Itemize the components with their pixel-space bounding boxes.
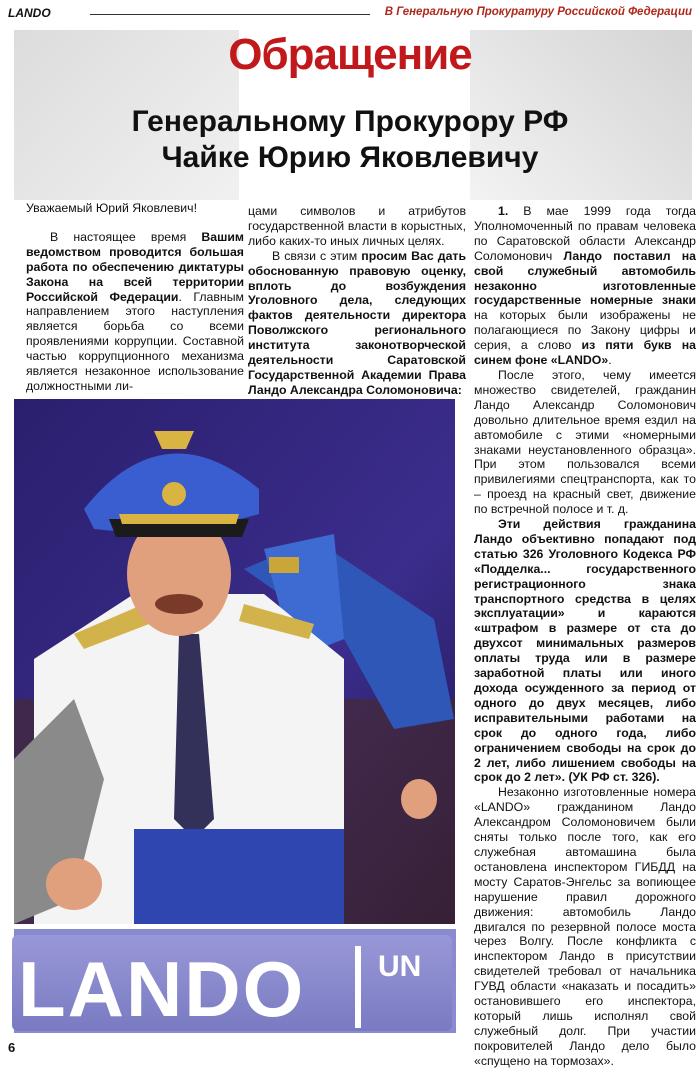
bold-text-run: 1. [498, 204, 509, 218]
logo-divider [355, 946, 361, 1028]
text-run: После этого, чему имеется множество свидетелей, гражданин Ландо Александр Соломонович довольно длительное время ездил на автомобиле с этими «номерными знаками неустановленного образца». При этом пользовался всеми привилегиями спецтранспорта, как то – проезд на красный свет, движение по встречной полосе и т. д. [474, 367, 696, 517]
bold-text-run: просим Вас дать обоснованную правовую оценку, вплоть до возбуждения Уголовного дела, следующих фактов деятельности директора Поволжского регионального института законотворческой деятельности Саратовской Государственной Академии Права Ландо Александра Соломоновича: [248, 248, 466, 397]
page-number: 6 [8, 1040, 16, 1055]
page-header [8, 6, 692, 22]
text-run: В связи с этим [272, 248, 362, 263]
text-run: Незаконно изготовленные номера «LANDO» гражданином Ландо Александром Соломоновичем были сняты только после того, как его служебная автомашина была остановлена инспектором ГИБДД на мосту Саратов-Энгельс за вопиющее нарушение правил дорожного движения: автомобиль Ландо двигался по резервной полосе моста через Волгу. После конфликта с инспектором Ландо в присутствии свидетелей требовал от начальника ГУВД области «наказать и посадить» остановившего его инспектора, который лишь исполнял свой служебный долг. При участии покровителей Ландо дело было «спущено на тормозах». [474, 785, 696, 1068]
paragraph [26, 230, 244, 394]
text-column-2 [248, 204, 466, 398]
bold-text-run: Эти действия гражданина Ландо объективно попадают под статью 326 Уголовного Кодекса РФ «Подделка... государственного регистрационного знака транспортного средства в целях эксплуатации» и караются «штрафом в размере от ста до двухсот минимальных размеров оплаты труда или в размере заработной платы или иного дохода осужденного за период от одного до двух месяцев, либо исправительными работами на срок до одного года, либо ограничением свободы на срок до 2 лет, либо лишением свободы на срок до 2 лет». (УК РФ ст. 326). [474, 517, 696, 785]
portrait-photo [14, 399, 455, 924]
logo-text-main: LANDO [18, 945, 306, 1033]
text-column-1 [26, 201, 244, 394]
text-column-3 [474, 204, 696, 1069]
bold-text-run: из пяти букв на синем фоне «LANDO» [474, 338, 696, 368]
article-subtitle-line1: Генеральному Прокурору РФ [131, 105, 569, 138]
paragraph [474, 204, 696, 368]
bold-text-run: Вашим ведомством проводится большая работа по обеспечению диктатуры Закона на всей территории Российской Федерации [26, 229, 244, 304]
text-run: В настоящее время [50, 229, 202, 244]
header-rule [90, 14, 370, 15]
article-title: Обращение [228, 30, 472, 79]
bold-text-run: Ландо поставил на свой служебный автомобиль незаконно изготовленные государственные номерные знаки [474, 248, 697, 308]
greeting: Уважаемый Юрий Яковлевич! [26, 201, 197, 215]
logo-text-suffix: UN [378, 950, 422, 983]
paragraph [248, 249, 466, 398]
article-subtitle-line2: Чайке Юрию Яковлевичу [161, 141, 539, 174]
header-section-title: В Генеральную Прокуратуру Российской Федерации [384, 6, 692, 18]
header-brand: LANDO [8, 6, 51, 20]
paragraph [474, 517, 696, 785]
paragraph [474, 785, 696, 1068]
paragraph [248, 204, 466, 249]
text-run: . [608, 353, 612, 368]
text-run: на которых были изображены не полагающиеся по Закону цифры и серия, а слово [474, 308, 696, 353]
paragraph [474, 368, 696, 517]
portrait-illustration [14, 399, 455, 924]
text-run: . Главным направлением этого наступления является борьба со всеми проявлениями коррупции. Составной частью коррупционного механизма является незаконное использование должностными ли- [26, 289, 244, 393]
text-run: цами символов и атрибутов государственной власти в корыстных, либо каких-то иных личных целях. [248, 204, 466, 248]
text-run: В мае 1999 года тогда Уполномоченный по правам человека по Саратовской области Александр Соломонович [474, 204, 696, 263]
